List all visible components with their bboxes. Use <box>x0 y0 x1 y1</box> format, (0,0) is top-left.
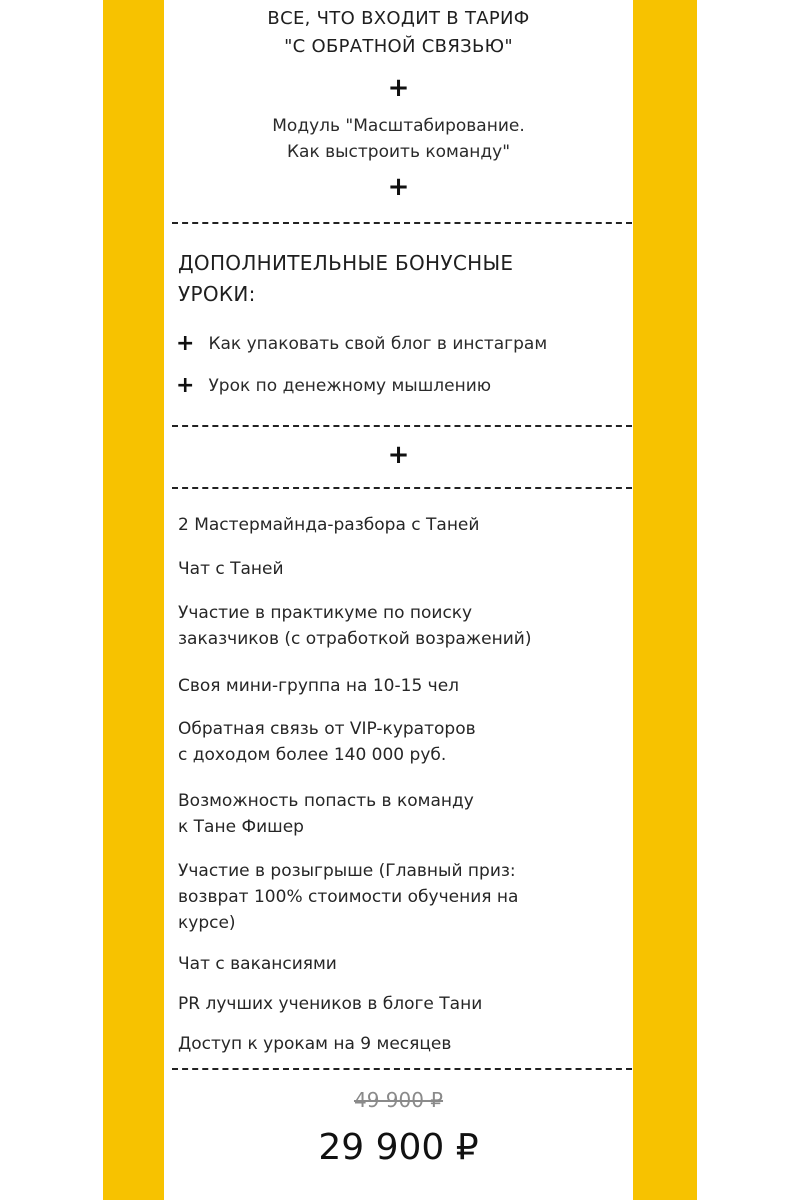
dashed-divider <box>172 222 632 224</box>
feature-item <box>178 512 623 538</box>
feature-line: PR лучших учеников в блоге Тани <box>178 994 483 1014</box>
old-price: 49 900 ₽ <box>353 1088 444 1112</box>
right-accent-bar <box>633 0 697 1200</box>
feature-line: Обратная связь от VIP-кураторов <box>178 719 476 739</box>
tariff-card <box>164 0 633 1200</box>
feature-line: Участие в розыгрыше (Главный приз: <box>178 861 516 881</box>
bonus-title-line2: УРОКИ: <box>178 282 256 306</box>
feature-line: возврат 100% стоимости обучения на <box>178 887 519 907</box>
feature-line: курсе) <box>178 913 236 933</box>
bonus-item <box>176 374 491 398</box>
feature-line: Своя мини-группа на 10-15 чел <box>178 676 460 696</box>
tariff-heading-line2: "С ОБРАТНОЙ СВЯЗЬЮ" <box>284 36 513 57</box>
bonus-item <box>176 332 547 356</box>
bonus-title-line1: ДОПОЛНИТЕЛЬНЫЕ БОНУСНЫЕ <box>178 251 514 275</box>
feature-item <box>178 788 623 840</box>
feature-line: заказчиков (с отработкой возражений) <box>178 629 532 649</box>
dashed-divider <box>172 425 632 427</box>
bonus-section-title <box>178 248 618 310</box>
tariff-heading <box>164 5 633 61</box>
module-line2: Как выстроить команду" <box>286 142 511 162</box>
feature-item <box>178 858 623 936</box>
plus-icon: + <box>387 172 410 202</box>
feature-item <box>178 600 623 652</box>
bonus-item-label: Урок по денежному мышлению <box>208 376 492 396</box>
module-line1: Модуль "Масштабирование. <box>272 116 525 136</box>
feature-item <box>178 951 623 977</box>
plus-icon: + <box>387 440 410 470</box>
plus-icon: + <box>387 73 410 103</box>
feature-line: Участие в практикуме по поиску <box>178 603 473 623</box>
feature-item <box>178 556 623 582</box>
current-price: 29 900 ₽ <box>318 1127 479 1168</box>
feature-line: Возможность попасть в команду <box>178 791 474 811</box>
feature-item <box>178 1031 623 1057</box>
feature-line: с доходом более 140 000 руб. <box>178 745 447 765</box>
feature-line: Чат с вакансиями <box>178 954 337 974</box>
module-text <box>164 113 633 165</box>
dashed-divider <box>172 1068 632 1070</box>
left-accent-bar <box>103 0 164 1200</box>
feature-item <box>178 991 623 1017</box>
feature-line: 2 Мастермайнда-разбора с Таней <box>178 515 480 535</box>
feature-item <box>178 716 623 768</box>
feature-item <box>178 673 623 699</box>
feature-line: к Тане Фишер <box>178 817 304 837</box>
plus-icon: + <box>176 373 195 398</box>
dashed-divider <box>172 487 632 489</box>
feature-line: Чат с Таней <box>178 559 284 579</box>
bonus-item-label: Как упаковать свой блог в инстаграм <box>208 334 548 354</box>
tariff-heading-line1: ВСЕ, ЧТО ВХОДИТ В ТАРИФ <box>267 8 530 29</box>
feature-line: Доступ к урокам на 9 месяцев <box>178 1034 452 1054</box>
plus-icon: + <box>176 331 195 356</box>
